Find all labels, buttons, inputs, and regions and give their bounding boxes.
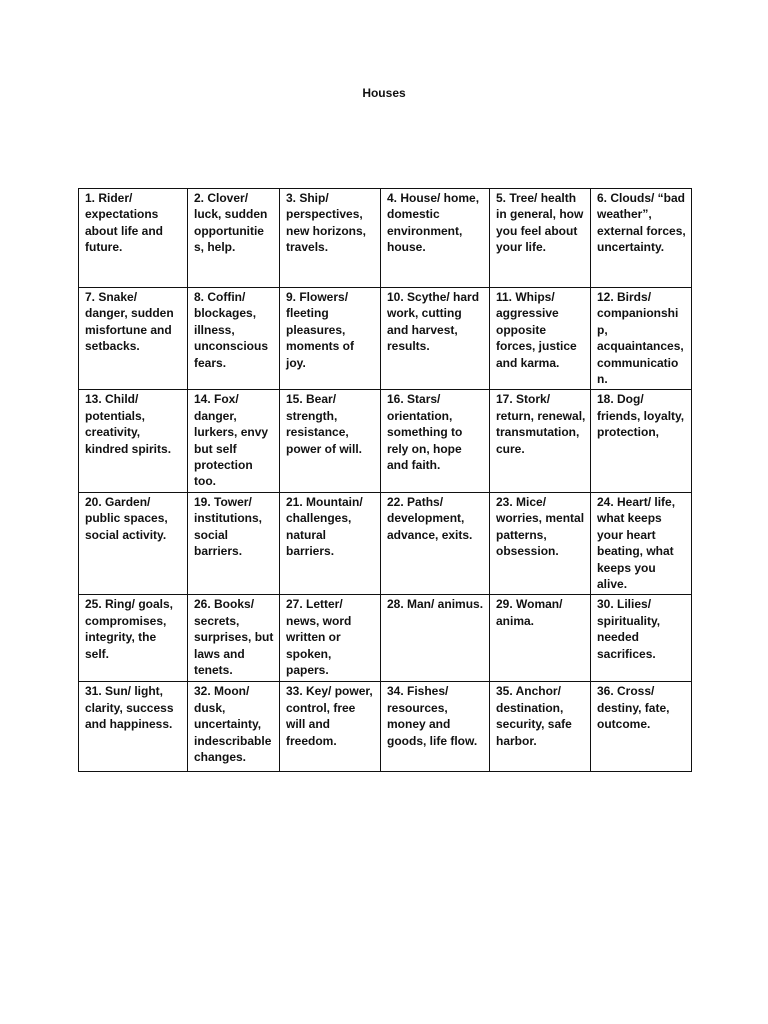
table-cell: 7. Snake/ danger, sudden misfortune and setbacks. xyxy=(79,288,188,390)
table-cell: 29. Woman/ anima. xyxy=(490,595,591,682)
table-cell: 20. Garden/ public spaces, social activity. xyxy=(79,492,188,594)
table-cell: 26. Books/ secrets, surprises, but laws and tenets. xyxy=(188,595,280,682)
table-cell: 32. Moon/ dusk, uncertainty, indescribable changes. xyxy=(188,682,280,772)
table-cell: 27. Letter/ news, word written or spoken, papers. xyxy=(280,595,381,682)
table-cell: 16. Stars/ orientation, something to rely on, hope and faith. xyxy=(381,390,490,492)
table-cell: 13. Child/ potentials, creativity, kindred spirits. xyxy=(79,390,188,492)
table-cell: 22. Paths/ development, advance, exits. xyxy=(381,492,490,594)
table-cell: 1. Rider/ expectations about life and future. xyxy=(79,189,188,288)
page-title: Houses xyxy=(362,86,406,100)
table-cell: 2. Clover/ luck, sudden opportunitie s, help. xyxy=(188,189,280,288)
table-cell: 8. Coffin/ blockages, illness, unconscious fears. xyxy=(188,288,280,390)
table-row xyxy=(79,189,692,288)
houses-table xyxy=(78,188,692,772)
table-cell: 4. House/ home, domestic environment, house. xyxy=(381,189,490,288)
table-cell: 33. Key/ power, control, free will and freedom. xyxy=(280,682,381,772)
table-row xyxy=(79,492,692,594)
table-cell: 24. Heart/ life, what keeps your heart beating, what keeps you alive. xyxy=(591,492,692,594)
table-cell: 19. Tower/ institutions, social barriers. xyxy=(188,492,280,594)
table-cell: 36. Cross/ destiny, fate, outcome. xyxy=(591,682,692,772)
table-cell: 15. Bear/ strength, resistance, power of will. xyxy=(280,390,381,492)
table-cell: 14. Fox/ danger, lurkers, envy but self protection too. xyxy=(188,390,280,492)
table-cell: 12. Birds/ companionshi p, acquaintances, communicatio n. xyxy=(591,288,692,390)
table-cell: 34. Fishes/ resources, money and goods, life flow. xyxy=(381,682,490,772)
table-cell: 10. Scythe/ hard work, cutting and harvest, results. xyxy=(381,288,490,390)
table-cell: 23. Mice/ worries, mental patterns, obsession. xyxy=(490,492,591,594)
table-cell: 30. Lilies/ spirituality, needed sacrifices. xyxy=(591,595,692,682)
table-cell: 18. Dog/ friends, loyalty, protection, xyxy=(591,390,692,492)
table-cell: 35. Anchor/ destination, security, safe harbor. xyxy=(490,682,591,772)
table-cell: 25. Ring/ goals, compromises, integrity, the self. xyxy=(79,595,188,682)
table-cell: 28. Man/ animus. xyxy=(381,595,490,682)
table-cell: 5. Tree/ health in general, how you feel about your life. xyxy=(490,189,591,288)
table-cell: 9. Flowers/ fleeting pleasures, moments of joy. xyxy=(280,288,381,390)
table-cell: 11. Whips/ aggressive opposite forces, justice and karma. xyxy=(490,288,591,390)
table-cell: 17. Stork/ return, renewal, transmutation, cure. xyxy=(490,390,591,492)
table-row xyxy=(79,390,692,492)
table-row xyxy=(79,288,692,390)
table-cell: 3. Ship/ perspectives, new horizons, travels. xyxy=(280,189,381,288)
table-cell: 21. Mountain/ challenges, natural barriers. xyxy=(280,492,381,594)
table-row xyxy=(79,595,692,682)
table-row xyxy=(79,682,692,772)
table-cell: 31. Sun/ light, clarity, success and happiness. xyxy=(79,682,188,772)
table-cell: 6. Clouds/ “bad weather”, external forces, uncertainty. xyxy=(591,189,692,288)
